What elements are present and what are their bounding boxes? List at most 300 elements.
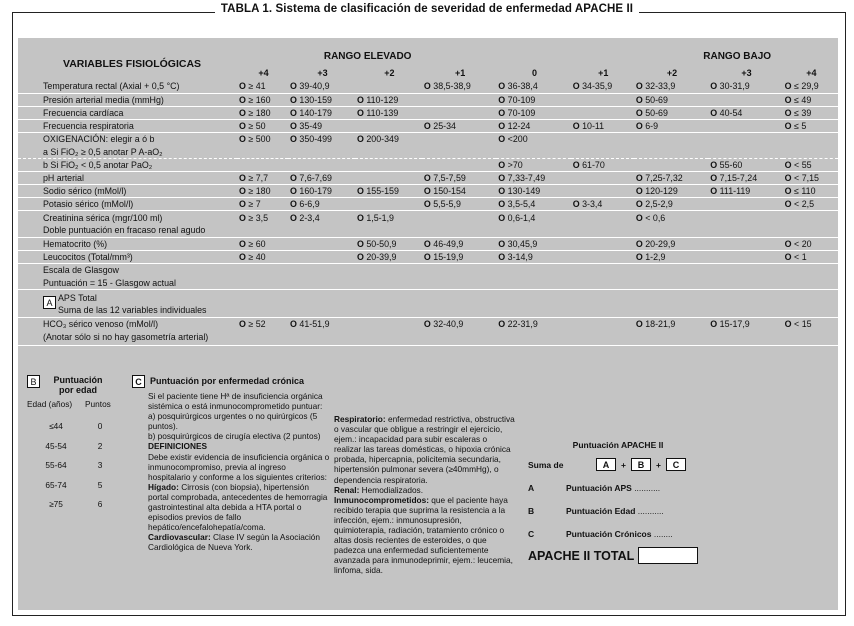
age-points: 5	[97, 479, 103, 490]
item-a-letter: A	[528, 483, 535, 493]
range-cell	[355, 172, 422, 185]
variable-label: Puntuación = 15 - Glasgow actual	[18, 276, 237, 289]
option-marker: O	[356, 94, 364, 105]
range-cell: O 3,5-5,4	[496, 198, 570, 211]
range-cell	[355, 276, 422, 289]
option-marker: O	[572, 81, 580, 92]
option-marker: O	[290, 173, 297, 184]
total-box[interactable]	[638, 547, 698, 564]
range-cell	[355, 318, 422, 331]
option-marker: O	[710, 107, 718, 118]
age-row	[27, 421, 115, 441]
range-cell	[634, 145, 708, 158]
cardio-definition	[148, 532, 330, 552]
score-item-aps	[528, 483, 728, 493]
range-cell: O 25-34	[422, 119, 496, 132]
range-cell: O ≤ 49	[783, 93, 838, 106]
range-cell: O < 20	[783, 237, 838, 250]
variable-label: a Si FiO₂ ≥ 0,5 anotar P A-aO₂	[18, 145, 237, 158]
col-points: Puntos	[85, 399, 111, 409]
age-title: Puntuación por edad	[53, 375, 103, 395]
option-marker: O	[710, 319, 718, 330]
option-marker: O	[356, 107, 364, 118]
option-marker: O	[635, 173, 643, 184]
aps-line1: APS Total	[58, 292, 97, 303]
range-cell	[237, 159, 288, 172]
variable-label: b Si FiO₂ < 0,5 anotar PaO₂	[18, 159, 237, 172]
option-marker: O	[356, 251, 364, 262]
high-range-header: RANGO ELEVADO	[323, 51, 412, 62]
range-cell	[288, 263, 355, 276]
range-cell	[237, 224, 288, 237]
option-marker: O	[423, 238, 431, 249]
option-marker: O	[290, 319, 297, 330]
points-header: +3	[741, 68, 752, 78]
option-marker: O	[498, 199, 506, 210]
item-b-letter: B	[528, 506, 535, 516]
range-cell: O 34-35,9	[571, 80, 634, 93]
range-cell	[422, 159, 496, 172]
option-marker: O	[239, 134, 246, 145]
age-score-section	[27, 375, 115, 519]
item-a-label: Puntuación APS	[566, 483, 632, 493]
range-cell: O 50-69	[634, 106, 708, 119]
variable-label: Leucocitos (Total/mm³)	[18, 250, 237, 263]
renal-title: Renal:	[334, 484, 360, 495]
variable-row	[18, 211, 838, 224]
points-header: +2	[384, 68, 395, 78]
age-row	[27, 441, 115, 461]
range-cell: O 70-109	[496, 106, 570, 119]
apache-score-section	[528, 440, 728, 564]
range-cell	[708, 250, 782, 263]
range-cell: O 7,33-7,49	[496, 172, 570, 185]
range-cell: O ≥ 3,5	[239, 212, 269, 223]
option-marker: O	[290, 212, 297, 223]
variable-row	[18, 198, 838, 211]
option-marker: O	[784, 199, 792, 210]
range-cell: O < 2,5	[783, 198, 838, 211]
range-cell	[571, 263, 634, 276]
variable-label: Sodio sérico (mMol/l)	[18, 185, 237, 198]
option-marker: O	[572, 120, 580, 131]
option-marker: O	[784, 160, 792, 171]
range-cell: O 140-179	[288, 106, 355, 119]
option-marker: O	[784, 107, 792, 118]
hco3-row	[18, 318, 838, 331]
range-cell: O ≤ 39	[783, 106, 838, 119]
item-c-label: Puntuación Crónicos	[566, 529, 652, 539]
aps-row	[18, 290, 838, 318]
range-cell: O 12-24	[496, 119, 570, 132]
option-marker: O	[239, 251, 246, 262]
resp-text: enfermedad restrictiva, obstructiva o vascular que obligue a restringir el ejercicio, ejem.: incapacidad para subir escaleras o realizar las tareas domésticas, o hipoxia crónica probada, hipercapnia, policitemia secundaria, hipertensión pulmonar severa (≥40mmHg), o dependencia respiratoria.	[334, 414, 515, 485]
range-cell: O 36-38,4	[496, 80, 570, 93]
option-marker: O	[635, 94, 643, 105]
points-header: +1	[454, 68, 466, 78]
range-cell	[355, 198, 422, 211]
header-row-ranges	[18, 48, 838, 66]
range-cell	[571, 318, 634, 331]
option-marker: O	[635, 199, 643, 210]
range-cell: O 15-19,9	[422, 250, 496, 263]
option-marker: O	[498, 94, 506, 105]
option-marker: O	[239, 107, 246, 118]
range-cell	[288, 276, 355, 289]
chronic-header	[132, 375, 330, 388]
sum-box-a: A	[596, 458, 616, 471]
range-cell: O 5,5-5,9	[422, 198, 496, 211]
age-points: 2	[97, 440, 103, 451]
range-cell	[571, 132, 634, 145]
option-marker: O	[710, 173, 718, 184]
range-cell: O 18-21,9	[635, 319, 676, 330]
range-cell: O 38,5-38,9	[422, 80, 496, 93]
variable-label: HCO₃ sérico venoso (mMol/l)	[43, 319, 159, 330]
points-header: +1	[598, 68, 609, 78]
range-cell: O 2-3,4	[290, 212, 320, 223]
range-cell	[571, 276, 634, 289]
range-cell: O 46-49,9	[422, 237, 496, 250]
age-row	[27, 480, 115, 500]
option-marker: O	[290, 94, 297, 105]
range-cell	[355, 80, 422, 93]
option-marker: O	[784, 186, 792, 197]
physiology-table-body	[18, 48, 838, 345]
range-cell	[708, 93, 782, 106]
chronic-body	[132, 391, 330, 553]
option-marker: O	[239, 238, 246, 249]
sum-box-b: B	[631, 458, 651, 471]
option-marker: O	[239, 212, 246, 223]
option-marker: O	[356, 186, 364, 197]
range-cell	[634, 159, 708, 172]
range-cell	[288, 145, 355, 158]
range-cell	[571, 224, 634, 237]
option-marker: O	[784, 238, 792, 249]
variable-label: OXIGENACIÓN: elegir a ó b	[43, 134, 155, 145]
total-label: APACHE II TOTAL	[528, 548, 635, 563]
points-header: +4	[258, 68, 269, 78]
range-cell	[708, 132, 782, 145]
range-cell: O 32-33,9	[634, 80, 708, 93]
range-cell: O 32-40,9	[423, 319, 464, 330]
age-points: 0	[97, 421, 103, 431]
range-cell: O 0,6-1,4	[498, 212, 536, 223]
option-marker: O	[498, 251, 506, 262]
organ-definitions	[334, 414, 516, 576]
range-cell: O 150-154	[422, 185, 496, 198]
option-marker: O	[423, 319, 431, 330]
range-cell	[708, 224, 782, 237]
range-cell: O ≤ 5	[783, 119, 838, 132]
resp-definition	[334, 414, 516, 485]
aps-total	[18, 290, 838, 318]
liver-title: Hígado:	[148, 481, 179, 492]
range-cell: O 200-349	[356, 134, 399, 145]
variable-label: Frecuencia cardíaca	[18, 106, 237, 119]
range-cell: O 30-31,9	[708, 80, 782, 93]
option-marker: O	[290, 107, 297, 118]
range-cell: O 50-69	[634, 93, 708, 106]
range-cell: O 130-149	[496, 185, 570, 198]
range-cell: O 7,6-7,69	[288, 172, 355, 185]
range-cell: O 1,5-1,9	[356, 212, 394, 223]
range-cell: O 2,5-2,9	[634, 198, 708, 211]
cardio-title: Cardiovascular:	[148, 532, 211, 543]
variable-row	[18, 106, 838, 119]
range-cell: O 7,15-7,24	[708, 172, 782, 185]
chronic-option-a: a) posquirúrgicos urgentes o no quirúrgicos (5 puntos).	[148, 411, 318, 432]
variable-row	[18, 237, 838, 250]
range-cell	[783, 132, 838, 145]
option-marker: O	[239, 120, 246, 131]
range-cell	[708, 198, 782, 211]
sum-line	[528, 458, 728, 471]
range-cell	[571, 250, 634, 263]
option-marker: O	[635, 81, 643, 92]
definitions-text: Debe existir evidencia de insuficiencia orgánica o inmunocompromiso, previa al ingreso hospitalario y conforme a los siguientes criterios:	[148, 451, 330, 482]
sum-label: Suma de	[528, 459, 564, 470]
variable-row	[18, 119, 838, 132]
option-marker: O	[356, 212, 364, 223]
option-marker: O	[498, 160, 506, 171]
age-row	[27, 499, 115, 519]
option-marker: O	[290, 134, 297, 145]
range-cell	[783, 145, 838, 158]
range-cell	[355, 159, 422, 172]
range-cell	[237, 276, 288, 289]
option-marker: O	[635, 212, 643, 223]
range-cell	[422, 211, 496, 224]
option-marker: O	[784, 81, 792, 92]
score-item-chronic	[528, 529, 728, 539]
range-cell	[634, 276, 708, 289]
variable-label: Escala de Glasgow	[43, 265, 119, 276]
item-c-letter: C	[528, 529, 535, 539]
option-marker: O	[239, 173, 246, 184]
range-cell: O ≥ 7,7	[237, 172, 288, 185]
range-cell	[708, 263, 782, 276]
range-cell: O ≥ 160	[237, 93, 288, 106]
age-value: 55-64	[45, 460, 67, 470]
range-cell: O 15-17,9	[710, 319, 750, 330]
range-cell	[708, 145, 782, 158]
immuno-definition	[334, 495, 516, 576]
option-marker: O	[423, 186, 431, 197]
variable-row	[18, 263, 838, 276]
option-marker: O	[239, 199, 246, 210]
option-marker: O	[498, 120, 506, 131]
range-cell	[355, 145, 422, 158]
range-cell	[571, 185, 634, 198]
variable-label: Doble puntuación en fracaso renal agudo	[18, 224, 237, 237]
plus-sign: +	[655, 459, 661, 470]
range-cell	[571, 145, 634, 158]
range-cell	[571, 106, 634, 119]
range-cell	[783, 263, 838, 276]
range-cell	[422, 93, 496, 106]
option-marker: O	[710, 186, 718, 197]
score-item-age	[528, 506, 728, 516]
table-title-text: TABLA 1. Sistema de clasificación de severidad de enfermedad APACHE II	[215, 3, 639, 15]
box-b-label: B	[27, 375, 40, 388]
variable-label: Hematocrito (%)	[18, 237, 237, 250]
option-marker: O	[356, 238, 364, 249]
points-header: 0	[531, 68, 537, 78]
liver-text: Cirrosis (con biopsia), hipertensión portal comprobada, antecedentes de hemorragia gastrointestinal alta debida a HTA portal o episodios previos de fallo hepático/encefalohepatía/coma.	[148, 481, 328, 533]
variable-row	[18, 159, 838, 172]
range-cell: O 39-40,9	[288, 80, 355, 93]
range-cell	[288, 224, 355, 237]
option-marker: O	[498, 81, 506, 92]
box-c-label: C	[132, 375, 145, 388]
variable-row	[18, 93, 838, 106]
range-cell	[355, 263, 422, 276]
range-cell: O 110-139	[355, 106, 422, 119]
option-marker: O	[423, 120, 431, 131]
total-line	[528, 547, 728, 564]
variable-row	[18, 80, 838, 93]
range-cell: O ≥ 41	[237, 80, 288, 93]
range-cell: O 130-159	[288, 93, 355, 106]
variable-row	[18, 250, 838, 263]
option-marker: O	[498, 319, 506, 330]
range-cell	[422, 106, 496, 119]
score-title: Puntuación APACHE II	[572, 440, 664, 450]
range-cell: O 35-49	[288, 119, 355, 132]
option-marker: O	[635, 238, 643, 249]
range-cell: O 7,5-7,59	[422, 172, 496, 185]
range-cell	[708, 211, 782, 224]
plus-sign: +	[621, 459, 626, 470]
range-cell	[634, 263, 708, 276]
range-cell: O 55-60	[708, 159, 782, 172]
range-cell	[708, 276, 782, 289]
range-cell: O ≤ 29,9	[783, 80, 838, 93]
range-cell: O 20-29,9	[634, 237, 708, 250]
range-cell: O 160-179	[288, 185, 355, 198]
liver-definition	[148, 482, 330, 532]
range-cell: O ≥ 180	[237, 185, 288, 198]
col-age: Edad (años)	[27, 399, 73, 409]
option-marker: O	[498, 212, 506, 223]
option-marker: O	[239, 81, 246, 92]
range-cell	[237, 145, 288, 158]
item-b-dots: ...........	[637, 506, 664, 516]
option-marker: O	[290, 186, 297, 197]
option-marker: O	[710, 81, 718, 92]
option-marker: O	[572, 199, 580, 210]
option-marker: O	[635, 186, 643, 197]
range-cell	[422, 224, 496, 237]
variable-label: Creatinina sérica (mgr/100 ml)	[43, 212, 163, 223]
range-cell	[422, 263, 496, 276]
range-cell	[288, 237, 355, 250]
range-cell: O 1-2,9	[634, 250, 708, 263]
age-table-header	[27, 399, 115, 421]
variable-row	[18, 172, 838, 185]
option-marker: O	[635, 319, 643, 330]
option-marker: O	[239, 319, 246, 330]
variables-header-text: VARIABLES FISIOLÓGICAS	[63, 57, 202, 70]
points-header: +2	[666, 68, 678, 78]
range-cell	[571, 211, 634, 224]
variable-label: Potasio sérico (mMol/l)	[18, 198, 237, 211]
sum-box-c: C	[666, 458, 686, 471]
option-marker: O	[423, 81, 431, 92]
item-b-label: Puntuación Edad	[566, 506, 636, 516]
age-table	[27, 399, 115, 519]
range-cell: O ≥ 60	[237, 237, 288, 250]
option-marker: O	[498, 238, 506, 249]
option-marker: O	[784, 251, 792, 262]
range-cell: O ≥ 50	[237, 119, 288, 132]
immuno-text: que el paciente haya recibido terapia que suprima la resistencia a la infección, ejem.: inmunosupresión, quimioterapia, radiación, tratamiento crónico o altas dosis recientes de esteroides, o que padezca una enfermedad suficientemente avanzada para inmunodeprimir, ejem.: leucemia, linfoma, sida.	[334, 494, 513, 576]
range-cell	[496, 263, 570, 276]
variable-row	[18, 132, 838, 145]
range-cell: O >70	[496, 159, 570, 172]
range-cell: O < 1	[783, 250, 838, 263]
chronic-intro: Si el paciente tiene Hª de insuficiencia orgánica sistémica o está inmunocomprometido puntuar:	[148, 391, 323, 412]
definitions-title: DEFINICIONES	[148, 441, 208, 452]
range-cell	[634, 224, 708, 237]
option-marker: O	[784, 173, 792, 184]
option-marker: O	[572, 160, 580, 171]
points-header: +3	[317, 68, 328, 78]
range-cell: O 30,45,9	[496, 237, 570, 250]
range-cell: O 40-54	[708, 106, 782, 119]
range-cell	[708, 119, 782, 132]
range-cell: O ≥ 52	[239, 319, 266, 330]
age-value: ≤44	[49, 421, 63, 431]
range-cell	[496, 145, 570, 158]
range-cell	[288, 250, 355, 263]
age-header	[27, 375, 115, 395]
option-marker: O	[239, 186, 246, 197]
option-marker: O	[784, 319, 792, 330]
range-cell	[783, 224, 838, 237]
option-marker: O	[356, 134, 364, 145]
option-marker: O	[784, 120, 792, 131]
variable-label: pH arterial	[18, 172, 237, 185]
range-cell: O 22-31,9	[498, 319, 538, 330]
range-cell: O < 15	[784, 319, 812, 330]
range-cell: O 10-11	[571, 119, 634, 132]
range-cell: O 50-50,9	[355, 237, 422, 250]
chronic-section	[132, 375, 330, 553]
low-range-header: RANGO BAJO	[703, 51, 772, 62]
range-cell: O 155-159	[355, 185, 422, 198]
variable-row	[18, 276, 838, 289]
range-cell	[355, 119, 422, 132]
range-cell: O 61-70	[571, 159, 634, 172]
range-cell	[634, 132, 708, 145]
range-cell: O 20-39,9	[355, 250, 422, 263]
option-marker: O	[635, 107, 643, 118]
age-value: ≥75	[49, 499, 63, 509]
box-a-label: A	[43, 296, 56, 309]
range-cell: O 111-119	[708, 185, 782, 198]
range-cell: O 3-3,4	[571, 198, 634, 211]
range-cell: O 6-6,9	[288, 198, 355, 211]
option-marker: O	[498, 107, 506, 118]
option-marker: O	[290, 120, 297, 131]
range-cell: O 120-129	[634, 185, 708, 198]
renal-definition	[334, 485, 516, 495]
range-cell: O ≥ 40	[237, 250, 288, 263]
table-title	[0, 3, 854, 15]
